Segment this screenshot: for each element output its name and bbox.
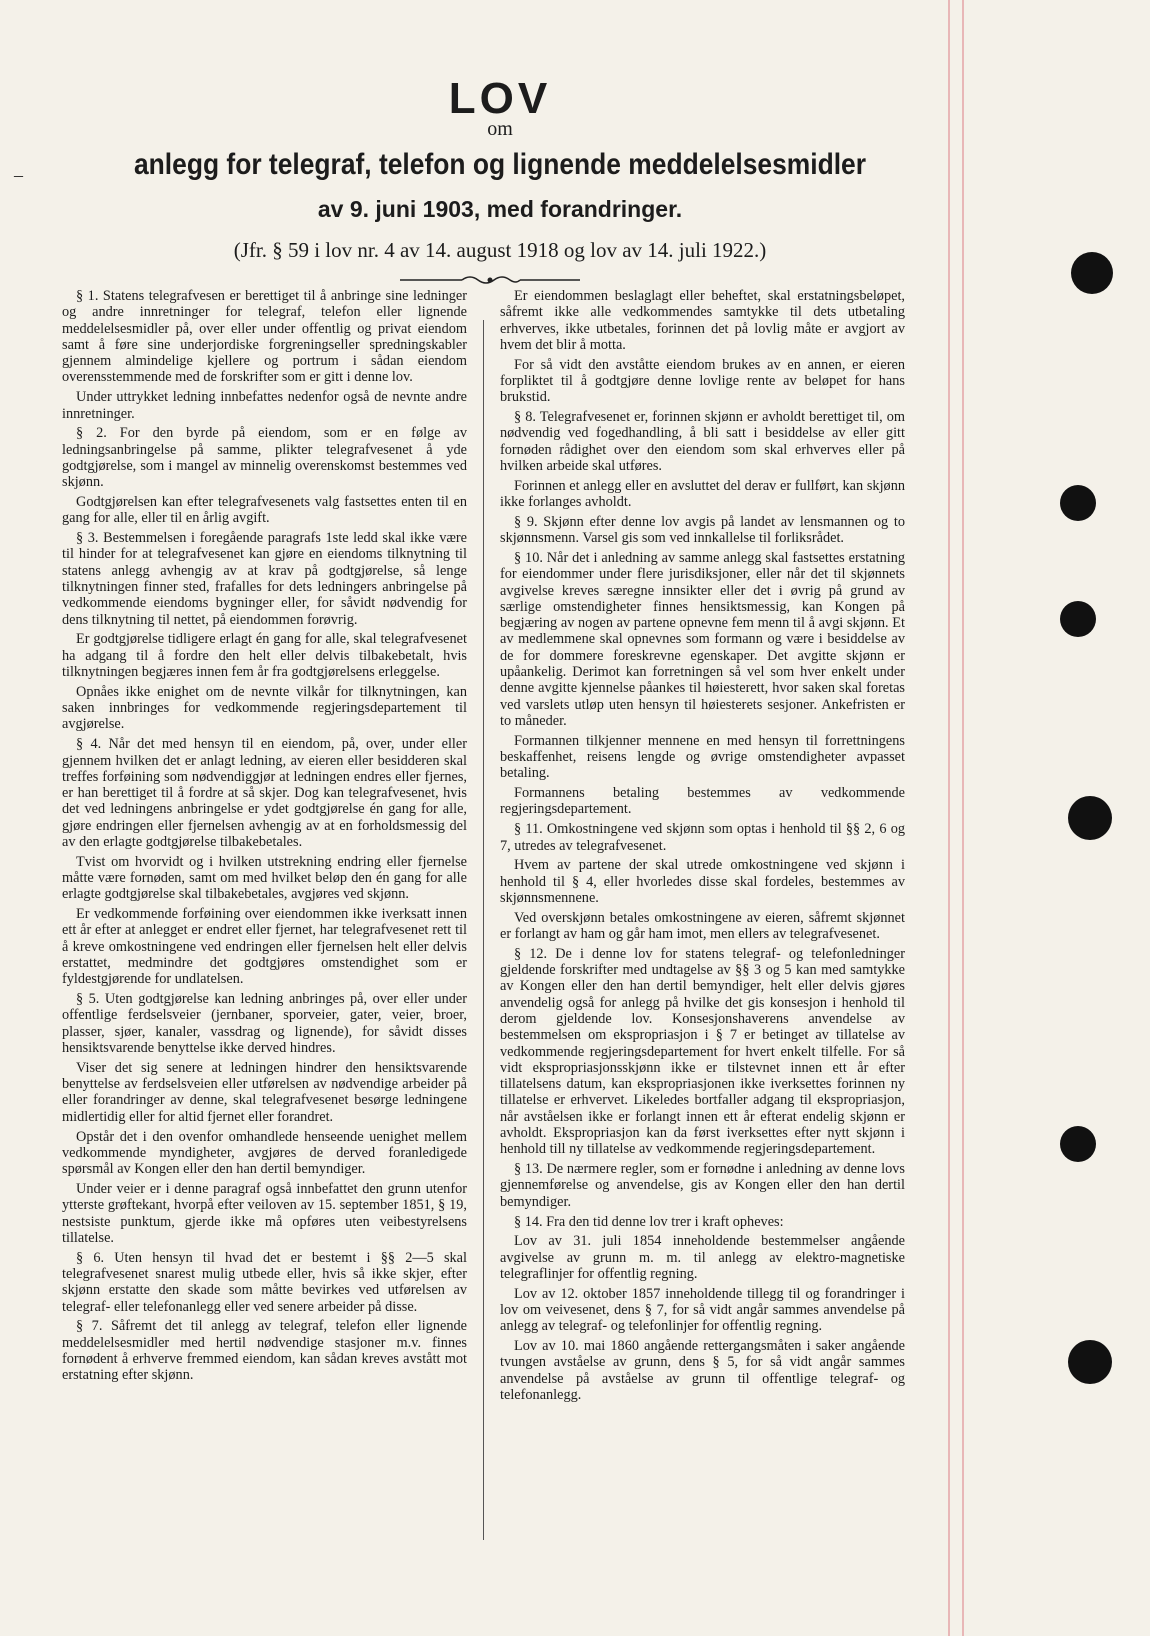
- paragraph: Viser det sig senere at ledningen hindrer den hensiktsvarende benyttelse av ferdselsveien eller utførelsen av nødvendige arbeider på eller forandringer av denne, skal telegrafvesenet besørge ledningene midlertidig eller for altid fjernet eller forandret.: [62, 1059, 467, 1125]
- paragraph: Godtgjørelsen kan efter telegrafvesenets valg fastsettes enten til en gang for alle, eller til en årlig avgift.: [62, 494, 467, 527]
- paragraph: Forinnen et anlegg eller en avsluttet del derav er fullført, kan skjønn ikke forlanges avholdt.: [500, 477, 905, 511]
- punch-hole: [1060, 1126, 1096, 1162]
- left-column: [62, 288, 467, 1387]
- paragraph: § 12. De i denne lov for statens telegraf- og telefonledninger gjeldende forskrifter med undtagelse av §§ 3 og 5 kan med samtykke av Kongen eller den han dertil bemyndiger, helt eller delvis gjøres anvendelig også for anlegg på hvilke det gis konsesjon i henhold til derom gjeldende lov. Konsesjonshaverens anvendelse av bestemmelsen om ekspropriasjon i § 7 er betinget av tillatelse av vedkommende regjeringsdepartement for hvert enkelt tilfelle. For så vidt ekspropriasjonsskjønn ikke er tilstevnet innen ett år efter tillatelsens datum, kan ekspropriasjonen ikke iverksettes forinnen ny tillatelse er erhvervet. Likeledes bortfaller adgang til ekspropriasjon, når avståelsen ikke er forlangt innen ett år efterat endelig skjønn er avholdt. Ekspropriasjon kan da først iverksettes efter nytt skjønn i henhold till ny tillatelse av vedkommende regjeringsdepartement.: [500, 945, 905, 1158]
- ornament-divider: [400, 272, 580, 288]
- punch-hole: [1068, 796, 1112, 840]
- law-subtitle: anlegg for telegraf, telefon og lignende meddelelsesmidler: [133, 148, 867, 181]
- paragraph: Er vedkommende forføining over eiendommen ikke iverksatt innen ett år efter at anlegget er endret eller fjernet, har telegrafvesenet rett til å kreve omkostningene ved endringen eller fjernelsen helt eller delvis erstattet, medmindre det godtgjøres omstendighet som er fyldestgjørende for undlatelsen.: [62, 906, 467, 988]
- right-column: [500, 288, 905, 1407]
- paragraph: For så vidt den avståtte eiendom brukes av en annen, er eieren forpliktet til å godtgjøre denne lovlige rente av beløpet for hans brukstid.: [500, 356, 905, 406]
- paragraph: Lov av 31. juli 1854 inneholdende bestemmelser angående avgivelse av grunn m. m. til anlegg av elektro-magnetiske telegraflinjer for offentlig regning.: [500, 1233, 905, 1282]
- paragraph: § 6. Uten hensyn til hvad det er bestemt i §§ 2—5 skal telegrafvesenet snarest mulig utbede eller, hvis så ikke skjer, efter skjønn erstatte den skade som måtte bevirkes ved utførelsen av telegraf- eller telefonanlegg eller ved senere arbeider på disse.: [62, 1249, 467, 1315]
- paragraph: § 11. Omkostningene ved skjønn som optas i henhold til §§ 2, 6 og 7, utredes av telegrafvesenet.: [500, 821, 905, 854]
- title-connector: om: [487, 118, 513, 140]
- page-title: LOV: [448, 74, 552, 123]
- paragraph: Ved overskjønn betales omkostningene av eieren, såfremt skjønnet er forlangt av ham og går ham imot, men ellers av telegrafvesenet.: [500, 909, 905, 942]
- paragraph: Formannens betaling bestemmes av vedkommende regjeringsdepartement.: [500, 785, 905, 818]
- reference-note: (Jfr. § 59 i lov nr. 4 av 14. august 1918 og lov av 14. juli 1922.): [233, 238, 767, 262]
- paragraph: § 4. Når det med hensyn til en eiendom, på, over, under eller gjennem hvilken det er anlagt ledning, av eieren eller besidderen skal treffes forføining som nødvendiggjør at ledningen endres eller fjernes, er han berettiget til å fordre at så skjer. Dog kan telegrafvesenet, hvis det ved ledningens anbringelse er ydet godtgjørelse én gang for alle, gjøre endringen eller fjernelsen avhengig av at en forholdsmessig del av den erlagte godtgjørelse tilbakebetales.: [62, 736, 467, 850]
- paragraph: § 10. Når det i anledning av samme anlegg skal fastsettes erstatning for eiendommer under flere jurisdiksjoner, eller når det til skjønnets avgivelse kreves særegne innsikter eller det i øvrig på grund av særlige omstendigheter finnes hensiktsmessig, kan Kongen på begjæring av nogen av partene opnevne fem menn til å avgi skjønn. Et av medlemmene skal opnevnes som formann og være i besiddelse av de for dommere foreskrevne egenskaper. Det avgitte skjønn er upåankelig. Derimot kan forretningen så vel som hver enkelt under denne avgitte kjennelse påankes til høiesterett, hvor saken skal foretas ved varslets utløp uten hensyn til høiesterets sesjoner. Ankefristen er to måneder.: [500, 549, 905, 729]
- paragraph: Hvem av partene der skal utrede omkostningene ved skjønn i henhold til § 4, eller hvorledes disse skal fordeles, bestemmes av skjønnsmennene.: [500, 857, 905, 906]
- paragraph: § 13. De nærmere regler, som er fornødne i anledning av denne lovs gjennemførelse og anvendelse, gis av Kongen eller den han dertil bemyndiger.: [500, 1161, 905, 1210]
- paragraph: Lov av 10. mai 1860 angående rettergangsmåten i saker angående tvungen avståelse av grunn, dens § 5, for så vidt angår sammes anvendelse på avståelse av grunn til offentlige telegraf- og telefonanlegg.: [500, 1338, 905, 1403]
- paragraph: § 3. Bestemmelsen i foregående paragrafs 1ste ledd skal ikke være til hinder for at telegrafvesenet kan gjøre en eiendoms tilknytning til statens anlegg avhengig av at krav på godtgjørelse, så lenge tilknytningen finner sted, frafalles for dets ledningers anbringelse på vedkommende eiendoms bygninger eller, for såvidt nødvendig for dens tilknytning til nettet, på eiendommen forøvrig.: [62, 530, 467, 628]
- paragraph: § 2. For den byrde på eiendom, som er en følge av ledningsanbringelse på samme, plikter telegrafvesenet å yde godtgjørelse, som i mangel av minnelig overenskomst bestemmes ved skjønn.: [62, 425, 467, 491]
- punch-hole: [1060, 601, 1096, 637]
- column-divider: [483, 320, 484, 1540]
- margin-dash: –: [14, 165, 23, 185]
- paragraph: § 5. Uten godtgjørelse kan ledning anbringes på, over eller under offentlige ferdselsveier (jernbaner, sporveier, gater, veier, broer, plasser, sjøer, kanaler, vassdrag og lignende), for såvidt disses hensiktsvarende benyttelse ikke derved hindres.: [62, 991, 467, 1057]
- paragraph: Lov av 12. oktober 1857 inneholdende tillegg til og forandringer i lov om veivesenet, dens § 7, for så vidt angår sammes anvendelse på anlegg av telegraf- og telefonlinjer for offentlig regning.: [500, 1285, 905, 1335]
- paragraph: § 14. Fra den tid denne lov trer i kraft opheves:: [514, 1213, 784, 1230]
- paragraph: § 1. Statens telegrafvesen er berettiget til å anbringe sine ledninger og andre innretninger for telegraf, telefon eller lignende meddelelsesmidler på, over eller under offentlig og privat eiendom samt å føre sine underjordiske forgreningseller spredningskabler gjennem almindelige kjellere og portrum i sådan eiendom overensstemmende med de forskrifter som er gitt i denne lov.: [62, 288, 467, 386]
- paragraph: § 9. Skjønn efter denne lov avgis på landet av lensmannen og to skjønnsmenn. Varsel gis som ved innkallelse til forliksrådet.: [500, 513, 905, 547]
- law-date: av 9. juni 1903, med forandringer.: [317, 196, 683, 222]
- paragraph: Opnåes ikke enighet om de nevnte vilkår for tilknytningen, kan saken innbringes for vedkommende regjeringsdepartement til avgjørelse.: [62, 683, 467, 733]
- paragraph: Under uttrykket ledning innbefattes nedenfor også de nevnte andre innretninger.: [62, 389, 467, 422]
- paragraph: Formannen tilkjenner mennene en med hensyn til forrettningens beskaffenhet, reisens lengde og øvrige omstendigheter avpasset betaling.: [500, 732, 905, 782]
- punch-hole: [1071, 252, 1113, 294]
- paragraph: Under veier er i denne paragraf også innbefattet den grunn utenfor ytterste grøftekant, hvorpå efter veiloven av 15. september 1851, § 19, nestsiste punktum, gjerde ikke må opføres uten veibestyrelsens tillatelse.: [62, 1180, 467, 1246]
- punch-hole: [1068, 1340, 1112, 1384]
- paragraph: § 7. Såfremt det til anlegg av telegraf, telefon eller lignende meddelelsesmidler med hertil nødvendige stasjoner m.v. finnes fornødent å erhverve fremmed eiendom, kan sådan kreves avstått mot erstatning efter skjønn.: [62, 1318, 467, 1384]
- paragraph: Er eiendommen beslaglagt eller beheftet, skal erstatningsbeløpet, såfremt ikke alle vedkommendes samtykke til dets utbetaling erhverves, ikke utbetales, forinnen det på lovlig måte er avgjort av hvem det blir å motta.: [500, 288, 905, 353]
- paragraph: Tvist om hvorvidt og i hvilken utstrekning endring eller fjernelse måtte være fornøden, samt om med hvilket beløp den én gang for alle erlagte godtgjørelse skal tilbakebetales, avgjøres ved skjønn.: [62, 853, 467, 903]
- paragraph: Er godtgjørelse tidligere erlagt én gang for alle, skal telegrafvesenet ha adgang til å fordre den helt eller delvis tilbakebetalt, hvis tilknytningen begjæres innen fem år fra godtgjørelsens erleggelse.: [62, 631, 467, 681]
- punch-hole: [1060, 485, 1096, 521]
- paragraph: § 8. Telegrafvesenet er, forinnen skjønn er avholdt berettiget til, om nødvendig ved fogedhandling, å bli satt i besiddelse av eller gitt fornøden rådighet over den eiendom som skal erhverves eller på hvilken arbeide skal utføres.: [500, 409, 905, 474]
- paragraph: Opstår det i den ovenfor omhandlede henseende uenighet mellem vedkommende myndigheter, avgjøres de derved foranledigede spørsmål av Kongen eller den han dertil bemyndiger.: [62, 1128, 467, 1178]
